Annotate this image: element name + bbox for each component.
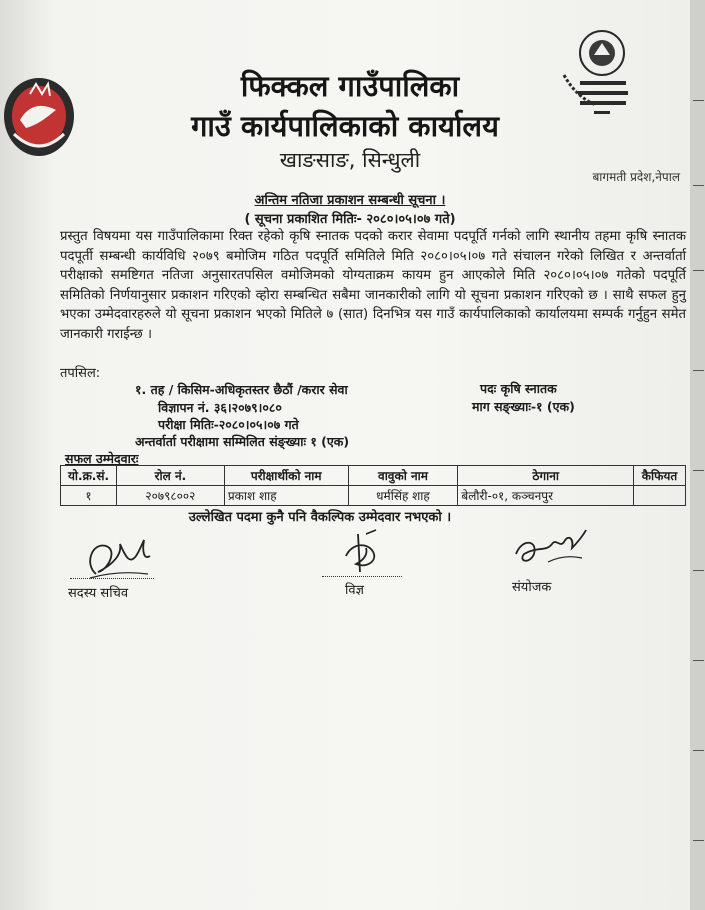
results-table <box>60 465 686 506</box>
edge-mark <box>693 185 704 186</box>
details-heading: तपसिल: <box>60 366 101 381</box>
edge-mark <box>693 660 704 661</box>
edge-mark <box>693 470 704 471</box>
nepal-emblem-icon <box>0 72 78 162</box>
edge-mark <box>693 270 704 271</box>
edge-mark <box>693 750 704 751</box>
paper-edge <box>690 0 705 910</box>
col-roll-number: रोल नं. <box>116 466 224 486</box>
office-name: गाउँ कार्यपालिकाको कार्यालय <box>191 109 499 143</box>
cell-candidate-name: प्रकाश शाह <box>224 486 348 506</box>
expert-signature-icon <box>336 528 386 580</box>
notice-body: प्रस्तुत विषयमा यस गाउँपालिकामा रिक्त रहेको कृषि स्नातक पदको करार सेवामा पदपूर्ति गर्नको लागि स्थानीय तहमा कृषि स्नातक पदपूर्ती सम्बन्धी कार्यविधि २०७९ बमोजिम गठित पदपूर्ति समितिले मिति २०८०।०५।०७ गते संचालन गरेको लिखित र अन्तर्वार्ता परीक्षाको समष्टिगत नतिजा अनुसारतपसिल वमोजिमको योग्यताक्रम कायम हुन आएकोले मिति २०८०।०५।०७ गतेको पदपूर्ति समितिको निर्णयानुसार प्रकाशन गरिएको व्हाेरा सम्बन्धित सबैमा जानकारीको लागि यो सूचना प्रकाशन गरिएको छ । साथै सफल हुनु भएका उम्मेदवारहरुले यो सूचना प्रकाशन भएको मितिले ७ (सात) दिनभित्र यस गाउँ कार्यपालिकाको कार्यालयमा सम्पर्क गर्नुहुन समेत जानकारी गराईन्छ । <box>60 229 686 342</box>
expert-label: विज्ञ <box>345 583 364 598</box>
interview-count: अन्तर्वार्ता परीक्षामा सम्मिलित संङ्ख्याः १ (एक) <box>135 434 350 449</box>
cell-remarks <box>634 486 686 506</box>
cell-serial: १ <box>61 486 117 506</box>
notice-title: अन्तिम नतिजा प्रकाशन सम्बन्धी सूचना । <box>254 193 446 208</box>
cell-address: बेलौरी-०१, कञ्चनपुर <box>458 486 634 506</box>
position-level: १. तह / किसिम-अधिकृतस्तर छैठौं /करार सेवा <box>135 382 348 397</box>
cell-roll-number: २०७९८००२ <box>116 486 224 506</box>
notice-published-date: ( सूचना प्रकाशित मितिः- २०८०।०५।०७ गते) <box>244 212 456 227</box>
coordinator-label: संयोजक <box>512 580 552 595</box>
col-father-name: वावुको नाम <box>348 466 458 486</box>
exam-date: परीक्षा मितिः-२०८०।०५।०७ गते <box>158 417 299 432</box>
edge-mark <box>693 370 704 371</box>
edge-mark <box>693 100 704 101</box>
table-header-row <box>61 466 686 486</box>
member-secretary-label: सदस्य सचिव <box>68 586 129 601</box>
col-remarks: कैफियत <box>634 466 686 486</box>
member-secretary-signature-icon <box>78 534 158 582</box>
successful-candidates-heading: सफल उम्मेदवारः <box>65 451 139 466</box>
office-location: खाङसाङ, सिन्धुली <box>279 148 421 172</box>
col-serial: यो.क्र.सं. <box>61 466 117 486</box>
province-name: बागमती प्रदेश,नेपाल <box>592 170 680 184</box>
edge-mark <box>693 840 704 841</box>
alternate-candidate-note: उल्लेखित पदमा कुनै पनि वैकल्पिक उम्मेदवार नभएको । <box>188 510 452 525</box>
advertisement-number: विज्ञापन नं. ३६।२०७९।०८० <box>158 400 282 415</box>
post-name: पदः कृषि स्नातक <box>480 381 557 396</box>
signature-line <box>322 576 402 577</box>
demand-count: माग सङ्ख्याः-१ (एक) <box>472 399 575 414</box>
signature-line <box>70 578 154 579</box>
cell-father-name: धर्मसिंह शाह <box>348 486 458 506</box>
municipality-name: फिक्कल गाउँपालिका <box>240 69 460 103</box>
col-address: ठेगाना <box>458 466 634 486</box>
edge-mark <box>693 570 704 571</box>
coordinator-signature-icon <box>508 524 590 570</box>
col-candidate-name: परीक्षार्थीको नाम <box>224 466 348 486</box>
table-row <box>61 486 686 506</box>
